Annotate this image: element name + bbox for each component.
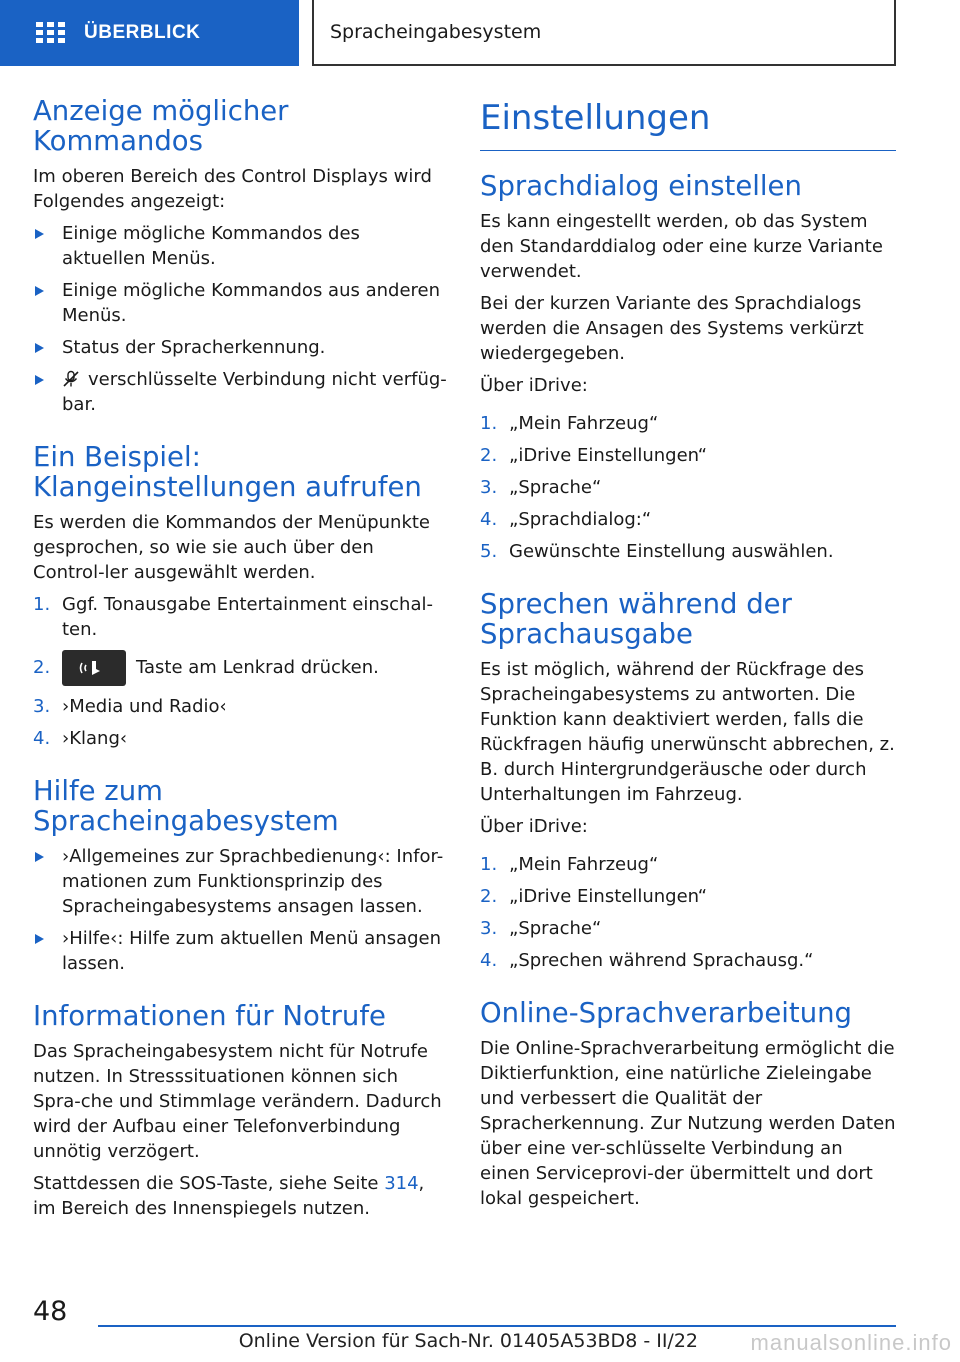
main-title-settings: Einstellungen (480, 96, 896, 151)
list-item: 2. „iDrive Einstellungen“ (480, 445, 708, 466)
section-title-online: Online-Sprachverarbeitung (480, 997, 853, 1029)
list-item: 3. „Sprache“ (480, 477, 602, 498)
paragraph: Das Spracheingabesystem nicht für Notrufe nutzen. In Stresssituationen können sich Spra-che und Stimmlage verändern. Dadurch wird der Aufbau einer Telefonverbindung unnötig verzögert. (33, 1041, 442, 1162)
footer-divider (98, 1325, 896, 1327)
paragraph: Über iDrive: (480, 375, 588, 396)
paragraph: Im oberen Bereich des Control Displays wird Folgendes angezeigt: (33, 166, 432, 212)
paragraph: Es werden die Kommandos der Menüpunkte gesprochen, so wie sie auch über den Control-ler ausgewählt werden. (33, 512, 431, 583)
list-item: 5. Gewünschte Einstellung auswählen. (480, 541, 834, 562)
footer-online-version: Online Version für Sach-Nr. 01405A53BD8 - II/22 (238, 1330, 698, 1352)
list-item: 1. „Mein Fahrzeug“ (480, 413, 659, 434)
list-item: 3. ›Media und Radio‹ (33, 696, 227, 717)
list-item: 2. „iDrive Einstellungen“ (480, 886, 708, 907)
chapter-title: Sprachеingabesystem (330, 21, 542, 43)
right-column (480, 96, 896, 1218)
section-title-speaking: Sprechen während der Sprachausgabe (480, 588, 792, 650)
watermark: manualsonline.info (750, 1330, 952, 1355)
section-title-example: Ein Beispiel: Klangeinstellungen aufrufen (33, 441, 422, 503)
list-item: 3. „Sprache“ (480, 918, 602, 939)
paragraph: Es ist möglich, während der Rückfrage des Spracheingabesystems zu antworten. Die Funktion kann deaktiviert werden, falls die Rückfragen häufig unerwünscht abbrechen, z. B. durch Hintergrundgeräusche oder durch Unterhaltungen im Fahrzeug. (480, 659, 895, 805)
grid-menu-icon (36, 22, 66, 44)
paragraph: Die Online-Sprachverarbeitung ermöglicht die Diktierfunktion, eine natürliche Zieleingabe und verbessert die Qualität der Spracherkennung. Zur Nutzung werden Daten über eine ver-schlüsselte Verbindung an einen Serviceprovi-der übermittelt und dort lokal gespeichert. (480, 1038, 896, 1209)
list-item: Status der Spracherkennung. (33, 335, 449, 360)
bullet-list-help (33, 844, 449, 976)
steps-speaking (480, 852, 896, 973)
paragraph: Es kann eingestellt werden, ob das System den Standarddialog oder eine kurze Variante verwendet. (480, 211, 883, 282)
list-item: 4. „Sprachdialog:“ (480, 509, 652, 530)
list-item: Einige mögliche Kommandos des aktuellen Menüs. (33, 221, 449, 271)
steps-example (33, 592, 449, 751)
list-item: 1. Ggf. Tonausgabe Entertainment einschal-ten. (33, 594, 433, 640)
section-title-commands: Anzeige möglicher Kommandos (33, 95, 289, 157)
steps-dialog (480, 411, 896, 564)
paragraph: Über iDrive: (480, 816, 588, 837)
triangle-bullet-icon (35, 934, 44, 944)
section-title-help: Hilfe zum Spracheingabesystem (33, 775, 339, 837)
paragraph: Bei der kurzen Variante des Sprachdialogs werden die Ansagen des Systems verkürzt wiedergegeben. (480, 293, 864, 364)
triangle-bullet-icon (35, 229, 44, 239)
bullet-list-commands (33, 221, 449, 417)
tab-overview[interactable] (0, 0, 299, 66)
triangle-bullet-icon (35, 286, 44, 296)
top-navigation (0, 0, 960, 66)
section-title-dialog: Sprachdialog einstellen (480, 170, 802, 202)
page-number: 48 (33, 1296, 68, 1327)
voice-button-icon (62, 650, 126, 686)
triangle-bullet-icon (35, 343, 44, 353)
list-item: ›Hilfe‹: Hilfe zum aktuellen Menü ansagen lassen. (33, 926, 449, 976)
section-title-emergency: Informationen für Notrufe (33, 1000, 386, 1032)
list-item: 4. ›Klang‹ (33, 728, 128, 749)
list-item: 1. „Mein Fahrzeug“ (480, 854, 659, 875)
triangle-bullet-icon (35, 375, 44, 385)
list-item: verschlüsselte Verbindung nicht verfüg-bar. (33, 367, 449, 417)
list-item: ›Allgemeines zur Sprachbedienung‹: Infor-mationen zum Funktionsprinzip des Spracheingabesystems ansagen lassen. (33, 844, 449, 919)
paragraph: Stattdessen die SOS-Taste, siehe Seite 314, im Bereich des Innenspiegels nutzen. (33, 1173, 425, 1219)
mic-off-icon (62, 370, 80, 388)
triangle-bullet-icon (35, 852, 44, 862)
list-item: Einige mögliche Kommandos aus anderen Menüs. (33, 278, 449, 328)
tab-chapter[interactable] (312, 0, 896, 66)
page-link[interactable]: 314 (384, 1173, 419, 1194)
left-column (33, 96, 449, 1228)
list-item: 4. „Sprechen während Sprachausg.“ (480, 950, 814, 971)
list-item: 2. Taste am Lenkrad drücken. (33, 649, 449, 687)
tab-overview-label: ÜBERBLICK (84, 22, 201, 43)
